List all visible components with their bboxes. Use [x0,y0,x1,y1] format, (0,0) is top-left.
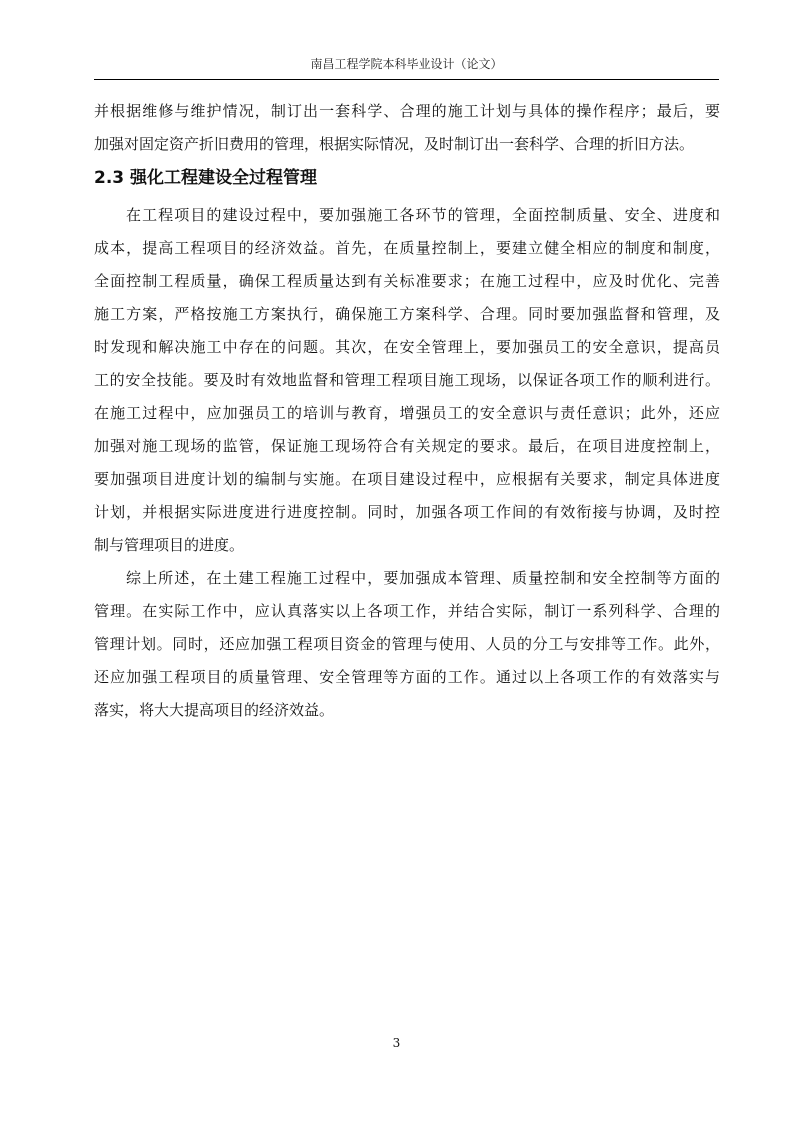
text-line: 成本，提高工程项目的经济效益。首先，在质量控制上，要建立健全相应的制度和制度， [94,239,720,257]
text-line: 计划，并根据实际进度进行进度控制。同时，加强各项工作间的有效衔接与协调，及时控 [94,503,720,521]
text-line: 在工程项目的建设过程中，要加强施工各环节的管理，全面控制质量、安全、进度和 [126,206,720,224]
text-line: 要加强项目进度计划的编制与实施。在项目建设过程中，应根据有关要求，制定具体进度 [94,470,720,488]
page-header: 南昌工程学院本科毕业设计（论文） [310,57,503,71]
text-line: 还应加强工程项目的质量管理、安全管理等方面的工作。通过以上各项工作的有效落实与 [94,668,720,686]
text-line: 加强对固定资产折旧费用的管理，根据实际情况，及时制订出一套科学、合理的折旧方法。 [94,135,695,153]
text-line: 并根据维修与维护情况，制订出一套科学、合理的施工计划与具体的操作程序；最后，要 [94,102,720,120]
text-line: 在施工过程中，应加强员工的培训与教育，增强员工的安全意识与责任意识；此外，还应 [94,404,720,422]
text-line: 制与管理项目的进度。 [94,536,245,554]
text-line: 落实，将大大提高项目的经济效益。 [94,701,335,719]
header-rule [94,79,719,80]
text-line: 施工方案，严格按施工方案执行，确保施工方案科学、合理。同时要加强监督和管理，及 [94,305,720,323]
text-line: 管理。在实际工作中，应认真落实以上各项工作，并结合实际，制订一系列科学、合理的 [94,602,720,620]
text-line: 综上所述，在土建工程施工过程中，要加强成本管理、质量控制和安全控制等方面的 [126,569,720,587]
page-number: 3 [392,1036,401,1050]
text-line: 全面控制工程质量，确保工程质量达到有关标准要求；在施工过程中，应及时优化、完善 [94,272,720,290]
text-line: 加强对施工现场的监管，保证施工现场符合有关规定的要求。最后，在项目进度控制上， [94,437,720,455]
text-line: 工的安全技能。要及时有效地监督和管理工程项目施工现场，以保证各项工作的顺利进行。 [94,371,720,389]
text-line: 管理计划。同时，还应加强工程项目资金的管理与使用、人员的分工与安排等工作。此外， [94,635,720,653]
section-heading: 2.3 强化工程建设全过程管理 [94,168,318,188]
text-line: 时发现和解决施工中存在的问题。其次，在安全管理上，要加强员工的安全意识，提高员 [94,338,720,356]
